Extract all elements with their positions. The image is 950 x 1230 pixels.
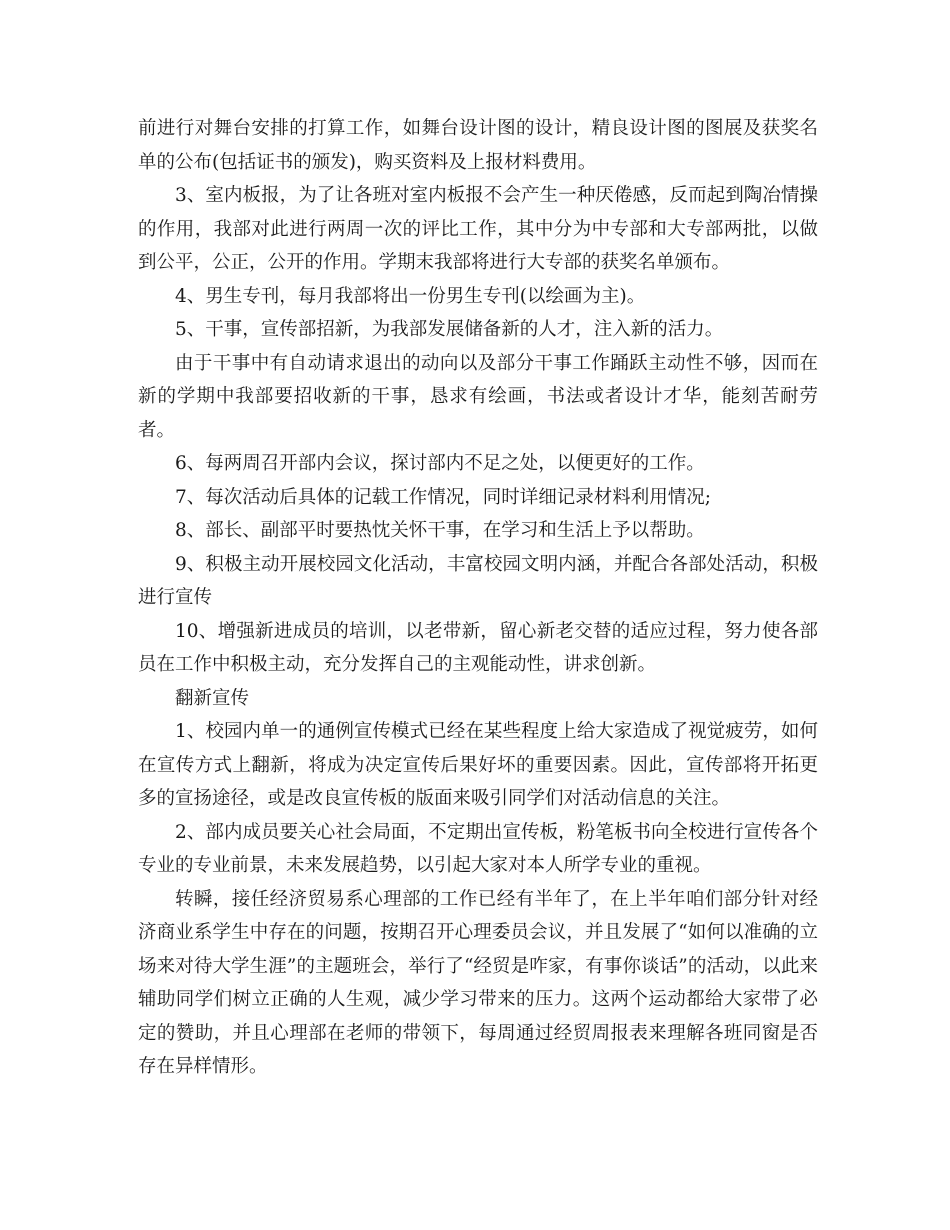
- paragraph-item-5-recruitment: 5、干事，宣传部招新，为我部发展储备新的人才，注入新的活力。: [175, 319, 724, 340]
- document-body: [138, 112, 818, 1084]
- paragraph-innovation-2: 2、部内成员要关心社会局面，不定期出宣传板，粉笔板书向全校进行宣传各个专业的专业前景，未来发展趋势，以引起大家对本人所学专业的重视。: [138, 821, 818, 876]
- paragraph-item-4-boys-issue: 4、男生专刊，每月我部将出一份男生专刊(以绘画为主)。: [175, 285, 646, 307]
- paragraph-item-10-training: 10、增强新进成员的培训，以老带新，留心新老交替的适应过程，努力使各部员在工作中积极主动，充分发挥自己的主观能动性，讲求创新。: [138, 620, 818, 675]
- paragraph-item-3-blackboard: 3、室内板报，为了让各班对室内板报不会产生一种厌倦感，反而起到陶冶情操的作用，我部对此进行两周一次的评比工作，其中分为中专部和大专部两批，以做到公平，公正，公开的作用。学期末我部将进行大专部的获奖名单颁布。: [138, 185, 818, 273]
- paragraph-item-6-meetings: 6、每两周召开部内会议，探讨部内不足之处，以便更好的工作。: [175, 453, 705, 474]
- paragraph-continuation: 前进行对舞台安排的打算工作，如舞台设计图的设计，精良设计图的图展及获奖名单的公布(包括证书的颁发)，购买资料及上报材料费用。: [138, 118, 818, 173]
- paragraph-item-7-records: 7、每次活动后具体的记载工作情况，同时详细记录材料利用情况;: [175, 486, 712, 508]
- paragraph-item-9-culture: 9、积极主动开展校园文化活动，丰富校园文明内涵，并配合各部处活动，积极进行宣传: [138, 553, 818, 608]
- paragraph-innovation-1: 1、校园内单一的通例宣传模式已经在某些程度上给大家造成了视觉疲劳，如何在宣传方式上翻新，将成为决定宣传后果好坏的重要因素。因此，宣传部将开拓更多的宣扬途径，或是改良宣传板的版面来吸引同学们对活动信息的关注。: [138, 721, 818, 809]
- paragraph-item-8-care: 8、部长、副部平时要热忱关怀干事，在学习和生活上予以帮助。: [175, 520, 705, 541]
- section-heading-innovation: 翻新宣传: [175, 687, 250, 709]
- paragraph-recruitment-detail: 由于干事中有自动请求退出的动向以及部分干事工作踊跃主动性不够，因而在新的学期中我部要招收新的干事，恳求有绘画，书法或者设计才华，能刻苦耐劳者。: [138, 352, 818, 441]
- paragraph-psychology-summary: 转瞬，接任经济贸易系心理部的工作已经有半年了，在上半年咱们部分针对经济商业系学生中存在的问题，按期召开心理委员会议，并且发展了“如何以准确的立场来对待大学生涯”的主题班会，举行了“经贸是咋家，有事你谈话”的活动，以此来辅助同学们树立正确的人生观，减少学习带来的压力。这两个运动都给大家带了必定的赞助，并且心理部在老师的带领下，每周通过经贸周报表来理解各班同窗是否存在异样情形。: [138, 888, 818, 1077]
